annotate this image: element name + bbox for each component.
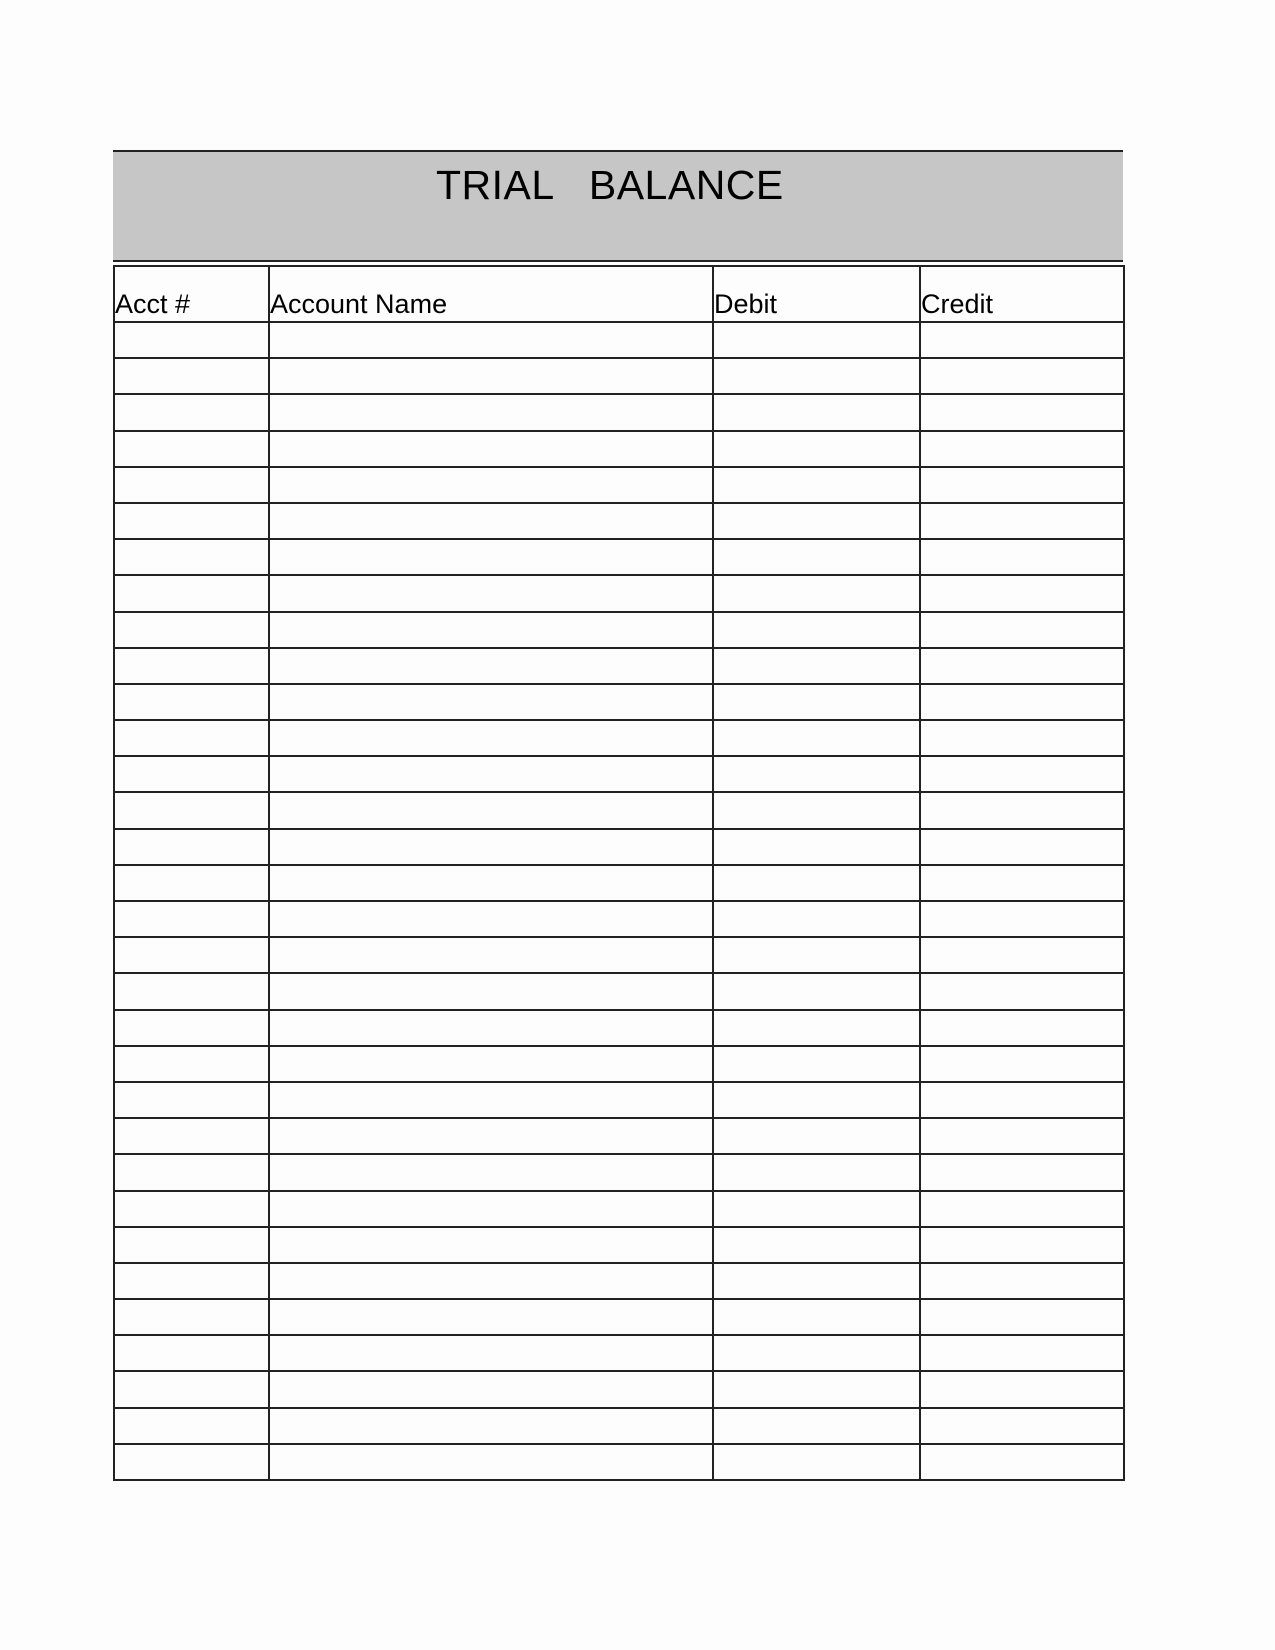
credit-cell[interactable] (920, 1191, 1124, 1227)
table-row (114, 612, 1124, 648)
debit-cell[interactable] (713, 901, 920, 937)
debit-cell[interactable] (713, 503, 920, 539)
debit-cell[interactable] (713, 1191, 920, 1227)
title-band (113, 150, 1123, 262)
debit-cell[interactable] (713, 829, 920, 865)
acct-cell[interactable] (114, 1444, 269, 1480)
table-row (114, 1335, 1124, 1371)
debit-cell[interactable] (713, 1408, 920, 1444)
debit-cell[interactable] (713, 1371, 920, 1407)
acct-cell[interactable] (114, 1010, 269, 1046)
debit-cell[interactable] (713, 1154, 920, 1190)
trial-balance-sheet (113, 150, 1123, 1481)
account-name-cell[interactable] (269, 1082, 713, 1118)
table-row (114, 792, 1124, 828)
credit-cell[interactable] (920, 1263, 1124, 1299)
credit-cell[interactable] (920, 829, 1124, 865)
account-name-cell[interactable] (269, 829, 713, 865)
account-name-cell[interactable] (269, 394, 713, 430)
debit-cell[interactable] (713, 322, 920, 358)
acct-cell[interactable] (114, 1263, 269, 1299)
column-header-credit: Credit (920, 266, 1124, 322)
credit-cell[interactable] (920, 901, 1124, 937)
account-name-cell[interactable] (269, 1191, 713, 1227)
table-row (114, 829, 1124, 865)
table-row (114, 1444, 1124, 1480)
credit-cell[interactable] (920, 1227, 1124, 1263)
credit-cell[interactable] (920, 1046, 1124, 1082)
account-name-cell[interactable] (269, 467, 713, 503)
acct-cell[interactable] (114, 1299, 269, 1335)
acct-cell[interactable] (114, 865, 269, 901)
table-row (114, 937, 1124, 973)
acct-cell[interactable] (114, 720, 269, 756)
credit-cell[interactable] (920, 1154, 1124, 1190)
acct-cell[interactable] (114, 1335, 269, 1371)
debit-cell[interactable] (713, 792, 920, 828)
account-name-cell[interactable] (269, 431, 713, 467)
table-row (114, 1118, 1124, 1154)
acct-cell[interactable] (114, 973, 269, 1009)
debit-cell[interactable] (713, 612, 920, 648)
debit-cell[interactable] (713, 1046, 920, 1082)
debit-cell[interactable] (713, 467, 920, 503)
credit-cell[interactable] (920, 1082, 1124, 1118)
credit-cell[interactable] (920, 1371, 1124, 1407)
account-name-cell[interactable] (269, 1010, 713, 1046)
acct-cell[interactable] (114, 1046, 269, 1082)
acct-cell[interactable] (114, 358, 269, 394)
table-row (114, 973, 1124, 1009)
account-name-cell[interactable] (269, 612, 713, 648)
debit-cell[interactable] (713, 1263, 920, 1299)
table-row (114, 394, 1124, 430)
acct-cell[interactable] (114, 575, 269, 611)
acct-cell[interactable] (114, 612, 269, 648)
debit-cell[interactable] (713, 575, 920, 611)
table-row (114, 1154, 1124, 1190)
table-row (114, 1299, 1124, 1335)
acct-cell[interactable] (114, 394, 269, 430)
debit-cell[interactable] (713, 1118, 920, 1154)
acct-cell[interactable] (114, 503, 269, 539)
table-row (114, 1010, 1124, 1046)
table-body (114, 322, 1124, 1480)
credit-cell[interactable] (920, 720, 1124, 756)
table-row (114, 1408, 1124, 1444)
credit-cell[interactable] (920, 358, 1124, 394)
table-row (114, 575, 1124, 611)
table-row (114, 503, 1124, 539)
account-name-cell[interactable] (269, 322, 713, 358)
table-row (114, 1227, 1124, 1263)
column-header-acct: Acct # (114, 266, 269, 322)
acct-cell[interactable] (114, 792, 269, 828)
debit-cell[interactable] (713, 1227, 920, 1263)
account-name-cell[interactable] (269, 937, 713, 973)
acct-cell[interactable] (114, 684, 269, 720)
acct-cell[interactable] (114, 901, 269, 937)
credit-cell[interactable] (920, 467, 1124, 503)
debit-cell[interactable] (713, 1335, 920, 1371)
column-header-debit: Debit (713, 266, 920, 322)
debit-cell[interactable] (713, 358, 920, 394)
credit-cell[interactable] (920, 394, 1124, 430)
debit-cell[interactable] (713, 431, 920, 467)
credit-cell[interactable] (920, 865, 1124, 901)
credit-cell[interactable] (920, 648, 1124, 684)
acct-cell[interactable] (114, 1118, 269, 1154)
credit-cell[interactable] (920, 1444, 1124, 1480)
credit-cell[interactable] (920, 1335, 1124, 1371)
credit-cell[interactable] (920, 322, 1124, 358)
account-name-cell[interactable] (269, 503, 713, 539)
credit-cell[interactable] (920, 792, 1124, 828)
page-title: TRIAL BALANCE (436, 162, 784, 208)
acct-cell[interactable] (114, 1371, 269, 1407)
account-name-cell[interactable] (269, 1227, 713, 1263)
acct-cell[interactable] (114, 322, 269, 358)
table-row (114, 431, 1124, 467)
trial-balance-table (113, 265, 1125, 1481)
acct-cell[interactable] (114, 1408, 269, 1444)
debit-cell[interactable] (713, 539, 920, 575)
account-name-cell[interactable] (269, 792, 713, 828)
account-name-cell[interactable] (269, 1408, 713, 1444)
account-name-cell[interactable] (269, 684, 713, 720)
acct-cell[interactable] (114, 756, 269, 792)
account-name-cell[interactable] (269, 973, 713, 1009)
debit-cell[interactable] (713, 394, 920, 430)
table-row (114, 1371, 1124, 1407)
debit-cell[interactable] (713, 1082, 920, 1118)
table-row (114, 684, 1124, 720)
credit-cell[interactable] (920, 575, 1124, 611)
debit-cell[interactable] (713, 865, 920, 901)
debit-cell[interactable] (713, 937, 920, 973)
credit-cell[interactable] (920, 684, 1124, 720)
account-name-cell[interactable] (269, 1299, 713, 1335)
credit-cell[interactable] (920, 612, 1124, 648)
acct-cell[interactable] (114, 1082, 269, 1118)
debit-cell[interactable] (713, 684, 920, 720)
debit-cell[interactable] (713, 973, 920, 1009)
account-name-cell[interactable] (269, 901, 713, 937)
credit-cell[interactable] (920, 503, 1124, 539)
debit-cell[interactable] (713, 648, 920, 684)
account-name-cell[interactable] (269, 1118, 713, 1154)
table-row (114, 648, 1124, 684)
credit-cell[interactable] (920, 431, 1124, 467)
table-row (114, 539, 1124, 575)
credit-cell[interactable] (920, 539, 1124, 575)
acct-cell[interactable] (114, 1191, 269, 1227)
header-row (114, 266, 1124, 322)
credit-cell[interactable] (920, 756, 1124, 792)
debit-cell[interactable] (713, 1299, 920, 1335)
debit-cell[interactable] (713, 756, 920, 792)
account-name-cell[interactable] (269, 648, 713, 684)
debit-cell[interactable] (713, 1444, 920, 1480)
credit-cell[interactable] (920, 973, 1124, 1009)
account-name-cell[interactable] (269, 1154, 713, 1190)
table-row (114, 720, 1124, 756)
account-name-cell[interactable] (269, 539, 713, 575)
column-header-account-name: Account Name (269, 266, 713, 322)
account-name-cell[interactable] (269, 1335, 713, 1371)
acct-cell[interactable] (114, 829, 269, 865)
acct-cell[interactable] (114, 467, 269, 503)
acct-cell[interactable] (114, 1154, 269, 1190)
credit-cell[interactable] (920, 1118, 1124, 1154)
table-row (114, 467, 1124, 503)
acct-cell[interactable] (114, 1227, 269, 1263)
debit-cell[interactable] (713, 720, 920, 756)
account-name-cell[interactable] (269, 865, 713, 901)
debit-cell[interactable] (713, 1010, 920, 1046)
table-row (114, 358, 1124, 394)
table-row (114, 1191, 1124, 1227)
credit-cell[interactable] (920, 1408, 1124, 1444)
credit-cell[interactable] (920, 1010, 1124, 1046)
table-row (114, 901, 1124, 937)
credit-cell[interactable] (920, 937, 1124, 973)
credit-cell[interactable] (920, 1299, 1124, 1335)
account-name-cell[interactable] (269, 756, 713, 792)
account-name-cell[interactable] (269, 1263, 713, 1299)
account-name-cell[interactable] (269, 358, 713, 394)
account-name-cell[interactable] (269, 720, 713, 756)
table-row (114, 322, 1124, 358)
table-row (114, 1263, 1124, 1299)
acct-cell[interactable] (114, 648, 269, 684)
account-name-cell[interactable] (269, 1371, 713, 1407)
table-row (114, 1046, 1124, 1082)
table-row (114, 1082, 1124, 1118)
account-name-cell[interactable] (269, 575, 713, 611)
table-row (114, 865, 1124, 901)
acct-cell[interactable] (114, 431, 269, 467)
table-row (114, 756, 1124, 792)
acct-cell[interactable] (114, 937, 269, 973)
account-name-cell[interactable] (269, 1046, 713, 1082)
account-name-cell[interactable] (269, 1444, 713, 1480)
acct-cell[interactable] (114, 539, 269, 575)
